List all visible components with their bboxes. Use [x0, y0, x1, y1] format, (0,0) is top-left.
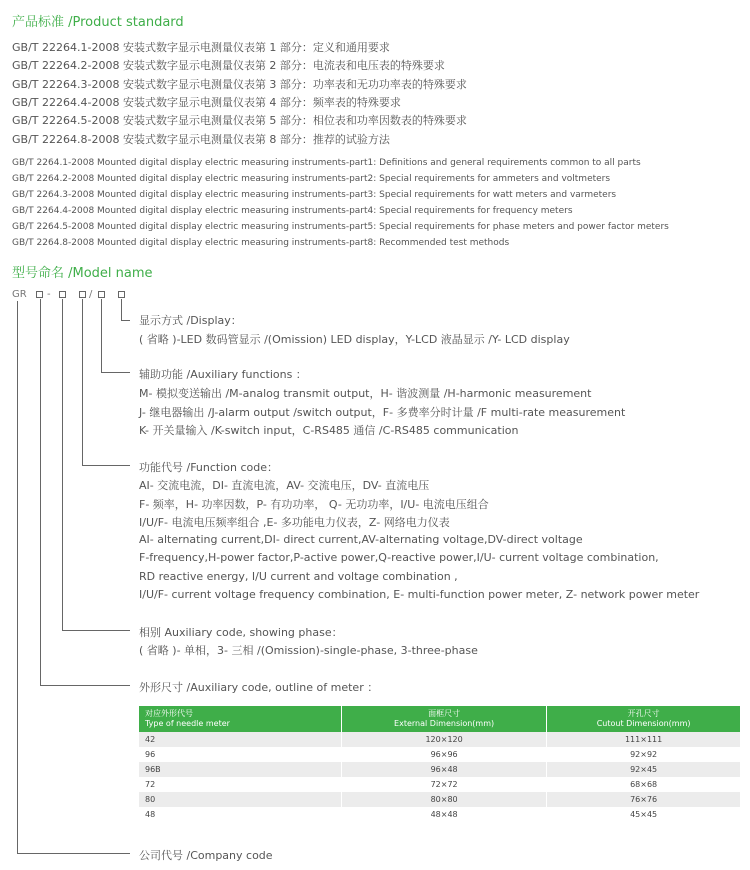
- connector-outline-v: [40, 299, 41, 685]
- code-box-display: [118, 291, 125, 298]
- func-line: F-frequency,H-power factor,P-active power,Q-reactive power,I/U- current voltage combination,: [139, 551, 659, 564]
- header-cutout: 开孔尺寸 Cutout Dimension(mm): [547, 706, 741, 732]
- table-row: [139, 807, 741, 822]
- aux-line: J- 继电器输出 /J-alarm output /switch output，F- 多费率分时计量 /F multi-rate measurement: [139, 405, 626, 419]
- cn-line: GB/T 22264.8-2008 安装式数字显示电测量仪表第 8 部分：推荐的试验方法: [12, 132, 390, 146]
- table-cell: 111×111: [547, 732, 741, 747]
- table-cell: 68×68: [547, 777, 741, 792]
- table-cell: 72×72: [342, 777, 547, 792]
- aux-line: M- 模拟变送输出 /M-analog transmit output，H- 谐波测量 /H-harmonic measurement: [139, 387, 592, 400]
- cn-line: GB/T 22264.4-2008 安装式数字显示电测量仪表第 4 部分：频率表的特殊要求: [12, 95, 401, 109]
- model-name-title: 型号命名 /Model name: [12, 266, 153, 281]
- cn-line: GB/T 22264.2-2008 安装式数字显示电测量仪表第 2 部分：电流表和电压表的特殊要求: [12, 59, 445, 73]
- en-line: GB/T 2264.3-2008 Mounted digital display electric measuring instruments-part3: Special requirements for watt meters and varmeters: [12, 189, 617, 200]
- en-line: GB/T 2264.1-2008 Mounted digital display electric measuring instruments-part1: Definitions and general requirements common to all parts: [12, 158, 641, 168]
- header-type: 对应外形代号 Type of needle meter: [139, 706, 342, 732]
- table-row: [139, 732, 741, 747]
- connector-company-h: [17, 853, 130, 854]
- code-box-phase: [59, 291, 66, 298]
- table-cell: 96: [139, 747, 342, 762]
- table-cell: 80×80: [342, 792, 547, 807]
- cn-line: GB/T 22264.5-2008 安装式数字显示电测量仪表第 5 部分：相位表和功率因数表的特殊要求: [12, 114, 467, 128]
- dimension-table: [139, 706, 741, 822]
- func-line: I/U/F- 电流电压频率组合 ,E- 多功能电力仪表，Z- 网络电力仪表: [139, 516, 450, 529]
- company-label: 公司代号 /Company code: [139, 849, 273, 862]
- table-cell: 45×45: [547, 807, 741, 822]
- product-standard-title: 产品标准 /Product standard: [12, 15, 184, 30]
- table-cell: 96B: [139, 762, 342, 777]
- func-line: AI- 交流电流，DI- 直流电流，AV- 交流电压，DV- 直流电压: [139, 479, 430, 492]
- table-row: [139, 777, 741, 792]
- table-cell: 42: [139, 732, 342, 747]
- aux-line: K- 开关量输入 /K-switch input，C-RS485 通信 /C-RS485 communication: [139, 424, 519, 438]
- header-external: 面框尺寸 External Dimension(mm): [342, 706, 547, 732]
- table-cell: 48×48: [342, 807, 547, 822]
- display-line: ( 省略 )-LED 数码管显示 /(Omission) LED display，Y-LCD 液晶显示 /Y- LCD display: [139, 333, 570, 346]
- table-cell: 48: [139, 807, 342, 822]
- auxiliary-label: 辅助功能 /Auxiliary functions ：: [139, 368, 307, 381]
- function-label: 功能代号 /Function code：: [139, 461, 279, 474]
- table-cell: 96×48: [342, 762, 547, 777]
- connector-display-v: [121, 299, 122, 320]
- en-line: GB/T 2264.2-2008 Mounted digital display electric measuring instruments-part2: Special requirements for ammeters and voltmeters: [12, 173, 611, 184]
- connector-function-v: [82, 299, 83, 465]
- display-label: 显示方式 /Display：: [139, 314, 242, 327]
- connector-auxiliary-h: [101, 372, 130, 373]
- en-line: GB/T 2264.5-2008 Mounted digital display electric measuring instruments-part5: Special requirements for phase meters and power factor meters: [12, 221, 669, 232]
- table-cell: 120×120: [342, 732, 547, 747]
- table-cell: 72: [139, 777, 342, 792]
- phase-label: 相别 Auxiliary code, showing phase：: [139, 626, 343, 639]
- code-box-function: [79, 291, 86, 298]
- connector-company-v: [17, 301, 18, 853]
- connector-phase-v: [62, 299, 63, 630]
- table-row: [139, 792, 741, 807]
- func-line: F- 频率，H- 功率因数，P- 有功功率， Q- 无功功率，I/U- 电流电压组合: [139, 497, 489, 511]
- cn-line: GB/T 22264.3-2008 安装式数字显示电测量仪表第 3 部分：功率表和无功功率表的特殊要求: [12, 77, 467, 91]
- code-slash: /: [89, 289, 93, 300]
- table-cell: 96×96: [342, 747, 547, 762]
- connector-auxiliary-v: [101, 299, 102, 372]
- connector-function-h: [82, 465, 130, 466]
- func-line: AI- alternating current,DI- direct current,AV-alternating voltage,DV-direct voltage: [139, 532, 583, 546]
- connector-phase-h: [62, 630, 130, 631]
- cn-line: GB/T 22264.1-2008 安装式数字显示电测量仪表第 1 部分：定义和通用要求: [12, 41, 390, 54]
- outline-label: 外形尺寸 /Auxiliary code, outline of meter ：: [139, 681, 379, 694]
- table-cell: 76×76: [547, 792, 741, 807]
- func-line: RD reactive energy, I/U current and voltage combination ,: [139, 569, 458, 583]
- connector-outline-h: [40, 685, 130, 686]
- table-cell: 92×92: [547, 747, 741, 762]
- table-header-row: [139, 706, 741, 732]
- table-row: [139, 747, 741, 762]
- code-box-outline: [36, 291, 43, 298]
- en-line: GB/T 2264.8-2008 Mounted digital display electric measuring instruments-part8: Recommended test methods: [12, 237, 510, 248]
- model-prefix: GR: [12, 289, 27, 300]
- connector-display-h: [121, 320, 130, 321]
- table-row: [139, 762, 741, 777]
- func-line: I/U/F- current voltage frequency combination, E- multi-function power meter, Z- network power meter: [139, 588, 700, 601]
- table-cell: 92×45: [547, 762, 741, 777]
- en-line: GB/T 2264.4-2008 Mounted digital display electric measuring instruments-part4: Special requirements for frequency meters: [12, 205, 573, 216]
- phase-line: ( 省略 )- 单相，3- 三相 /(Omission)-single-phase, 3-three-phase: [139, 644, 478, 657]
- code-box-auxiliary: [98, 291, 105, 298]
- table-cell: 80: [139, 792, 342, 807]
- code-dash: -: [47, 289, 51, 300]
